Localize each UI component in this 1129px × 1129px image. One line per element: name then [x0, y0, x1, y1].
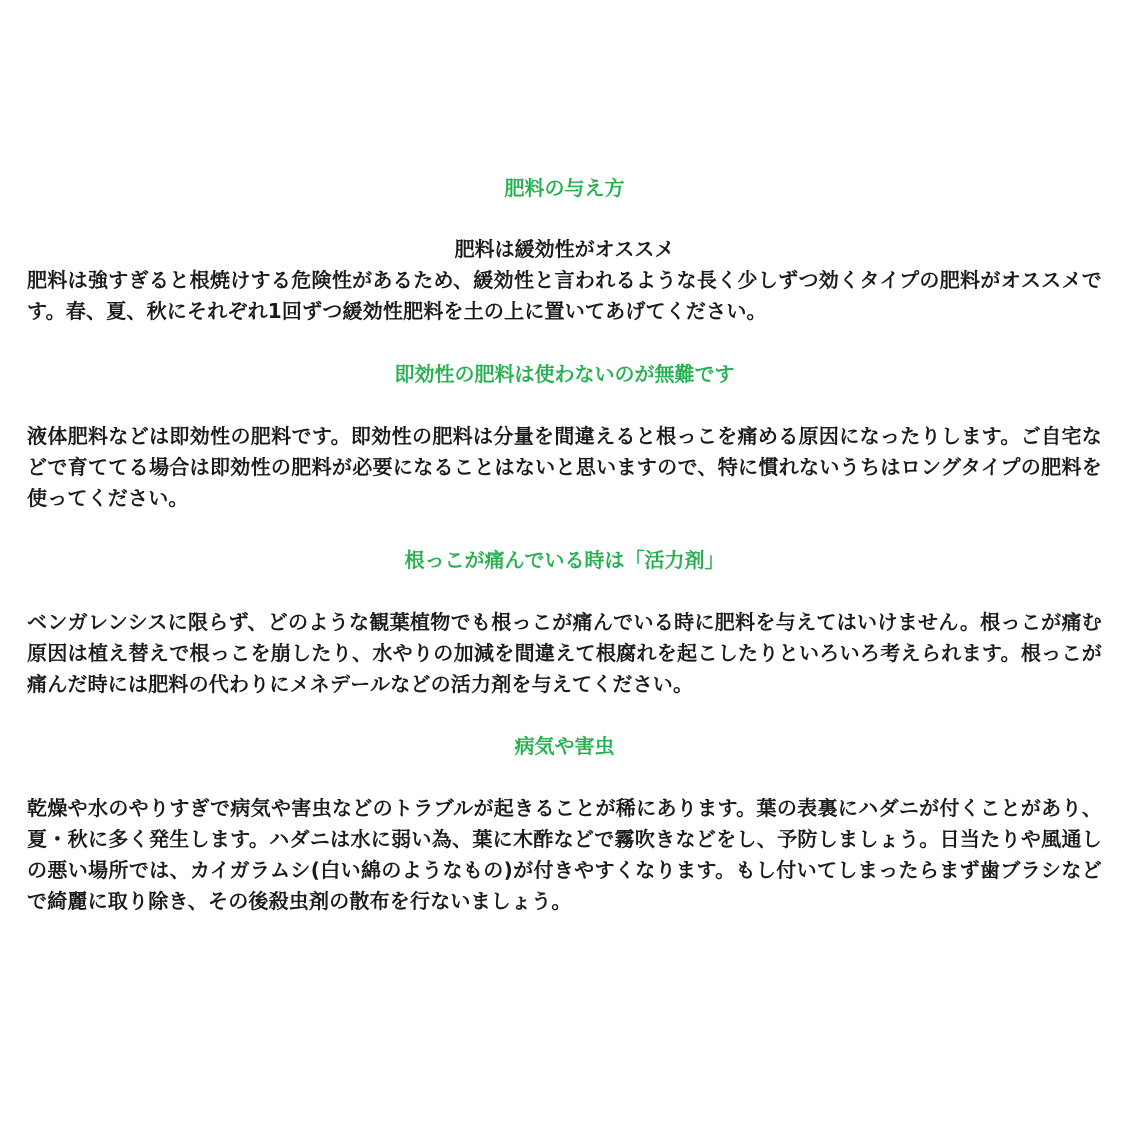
section-heading-root-damage: 根っこが痛んでいる時は「活力剤」: [404, 548, 725, 572]
section-body-pests: 乾燥や水のやりすぎで病気や害虫などのトラブルが起きることが稀にあります。葉の表裏にハダニが付くことがあり、夏・秋に多く発生します。ハダニは水に弱い為、葉に木酢などで霧吹きなどをし、予防しましょう。日当たりや風通しの悪い場所では、カイガラムシ(白い綿のようなもの)が付きやすくなります。もし付いてしまったらまず歯ブラシなどで綺麗に取り除き、その後殺虫剤の散布を行ないましょう。: [27, 796, 1102, 913]
section-body-fast-acting: 液体肥料などは即効性の肥料です。即効性の肥料は分量を間違えると根っこを痛める原因になったりします。ご自宅などで育ててる場合は即効性の肥料が必要になることはないと思いますので、特に慣れないうちはロングタイプの肥料を使ってください。: [27, 424, 1102, 510]
section-heading-fertilizer: 肥料の与え方: [504, 176, 625, 200]
section-heading-fast-acting: 即効性の肥料は使わないのが無難です: [394, 362, 735, 386]
section-subheading-slow-release: 肥料は緩効性がオススメ: [454, 237, 675, 261]
section-heading-pests: 病気や害虫: [514, 734, 615, 758]
section-body-root-damage: ベンガレンシスに限らず、どのような観葉植物でも根っこが痛んでいる時に肥料を与えてはいけません。根っこが痛む原因は植え替えで根っこを崩したり、水やりの加減を間違えて根腐れを起こしたりといろいろ考えられます。根っこが痛んだ時には肥料の代わりにメネデールなどの活力剤を与えてください。: [27, 610, 1102, 696]
section-body-fertilizer: 肥料は強すぎると根焼けする危険性があるため、緩効性と言われるような長く少しずつ効くタイプの肥料がオススメです。春、夏、秋にそれぞれ1回ずつ緩効性肥料を土の上に置いてあげてください。: [27, 268, 1102, 323]
